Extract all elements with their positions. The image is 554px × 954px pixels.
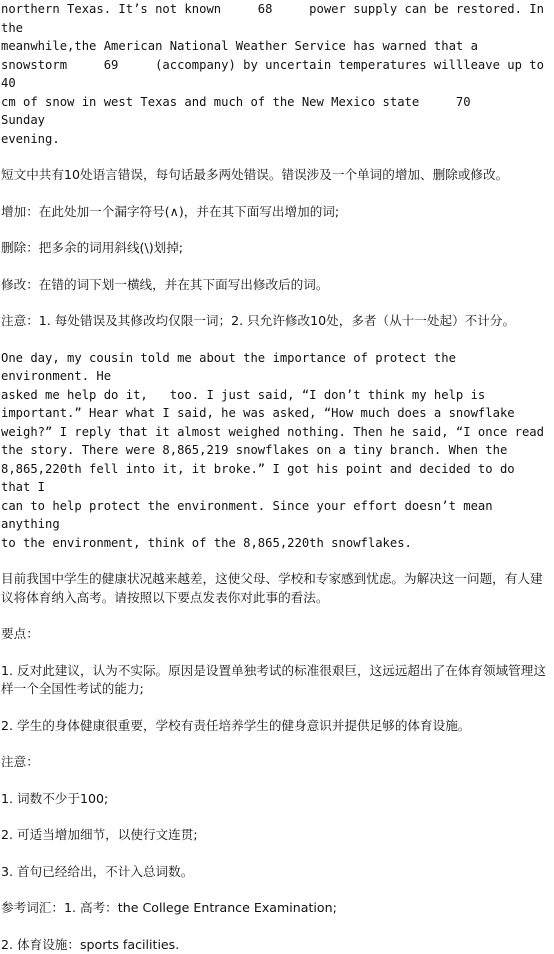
note-item: 2. 可适当增加细节，以使行文连贯; — [1, 826, 550, 845]
instructions-delete: 删除：把多余的词用斜线(\)划掉; — [1, 239, 550, 258]
vocab-item: 2. 体育设施：sports facilities. — [1, 936, 550, 954]
passage-line: asked me help do it, too. I just said, “I don’t think my help is — [1, 386, 550, 405]
passage-line: to the environment, think of the 8,865,220th snowflakes. — [1, 534, 550, 553]
point-item: 1. 反对此建议，认为不实际。原因是设置单独考试的标准很艰巨，这远远超出了在体育领域管理这样一个全国性考试的能力; — [1, 662, 550, 699]
notes-heading: 注意： — [1, 753, 550, 772]
instructions-note: 注意：1. 每处错误及其修改均仅限一词；2. 只允许修改10处，多者（从十一处起）不计分。 — [1, 312, 550, 331]
passage-line: One day, my cousin told me about the importance of protect the environment. He — [1, 349, 550, 386]
note-item: 3. 首句已经给出，不计入总词数。 — [1, 863, 550, 882]
passage-line: evening. — [1, 130, 550, 149]
passage-line: weigh?” I reply that it almost weighed nothing. Then he said, “I once read — [1, 423, 550, 442]
passage-line: 8,865,220th fell into it, it broke.” I got his point and decided to do that I — [1, 460, 550, 497]
passage-error-correction — [1, 349, 550, 553]
points-heading: 要点： — [1, 625, 550, 644]
passage-line: the story. There were 8,865,219 snowflakes on a tiny branch. When the — [1, 441, 550, 460]
passage-line: northern Texas. It’s not known 68 power supply can be restored. In the — [1, 0, 550, 37]
writing-task — [1, 570, 550, 954]
instructions-modify: 修改：在错的词下划一横线，并在其下面写出修改后的词。 — [1, 276, 550, 295]
point-item: 2. 学生的身体健康很重要，学校有责任培养学生的健身意识并提供足够的体育设施。 — [1, 717, 550, 736]
instructions-add: 增加：在此处加一个漏字符号(∧)，并在其下面写出增加的词; — [1, 203, 550, 222]
passage-line: cm of snow in west Texas and much of the New Mexico state 70 Sunday — [1, 93, 550, 130]
passage-line: can to help protect the environment. Since your effort doesn’t mean anything — [1, 497, 550, 534]
passage-line: snowstorm 69 (accompany) by uncertain temperatures willleave up to 40 — [1, 56, 550, 93]
vocab-item: 参考词汇：1. 高考：the College Entrance Examination; — [1, 899, 550, 918]
passage-line: important.” Hear what I said, he was asked, “How much does a snowflake — [1, 404, 550, 423]
passage-line: meanwhile,the American National Weather Service has warned that a — [1, 37, 550, 56]
error-correction-instructions — [1, 166, 550, 331]
note-item: 1. 词数不少于100; — [1, 790, 550, 809]
instructions-intro: 短文中共有10处语言错误，每句话最多两处错误。错误涉及一个单词的增加、删除或修改。 — [1, 166, 550, 185]
passage-cloze-fragment — [1, 0, 550, 148]
writing-prompt: 目前我国中学生的健康状况越来越差，这使父母、学校和专家感到忧虑。为解决这一问题，有人建议将体育纳入高考。请按照以下要点发表你对此事的看法。 — [1, 570, 550, 607]
